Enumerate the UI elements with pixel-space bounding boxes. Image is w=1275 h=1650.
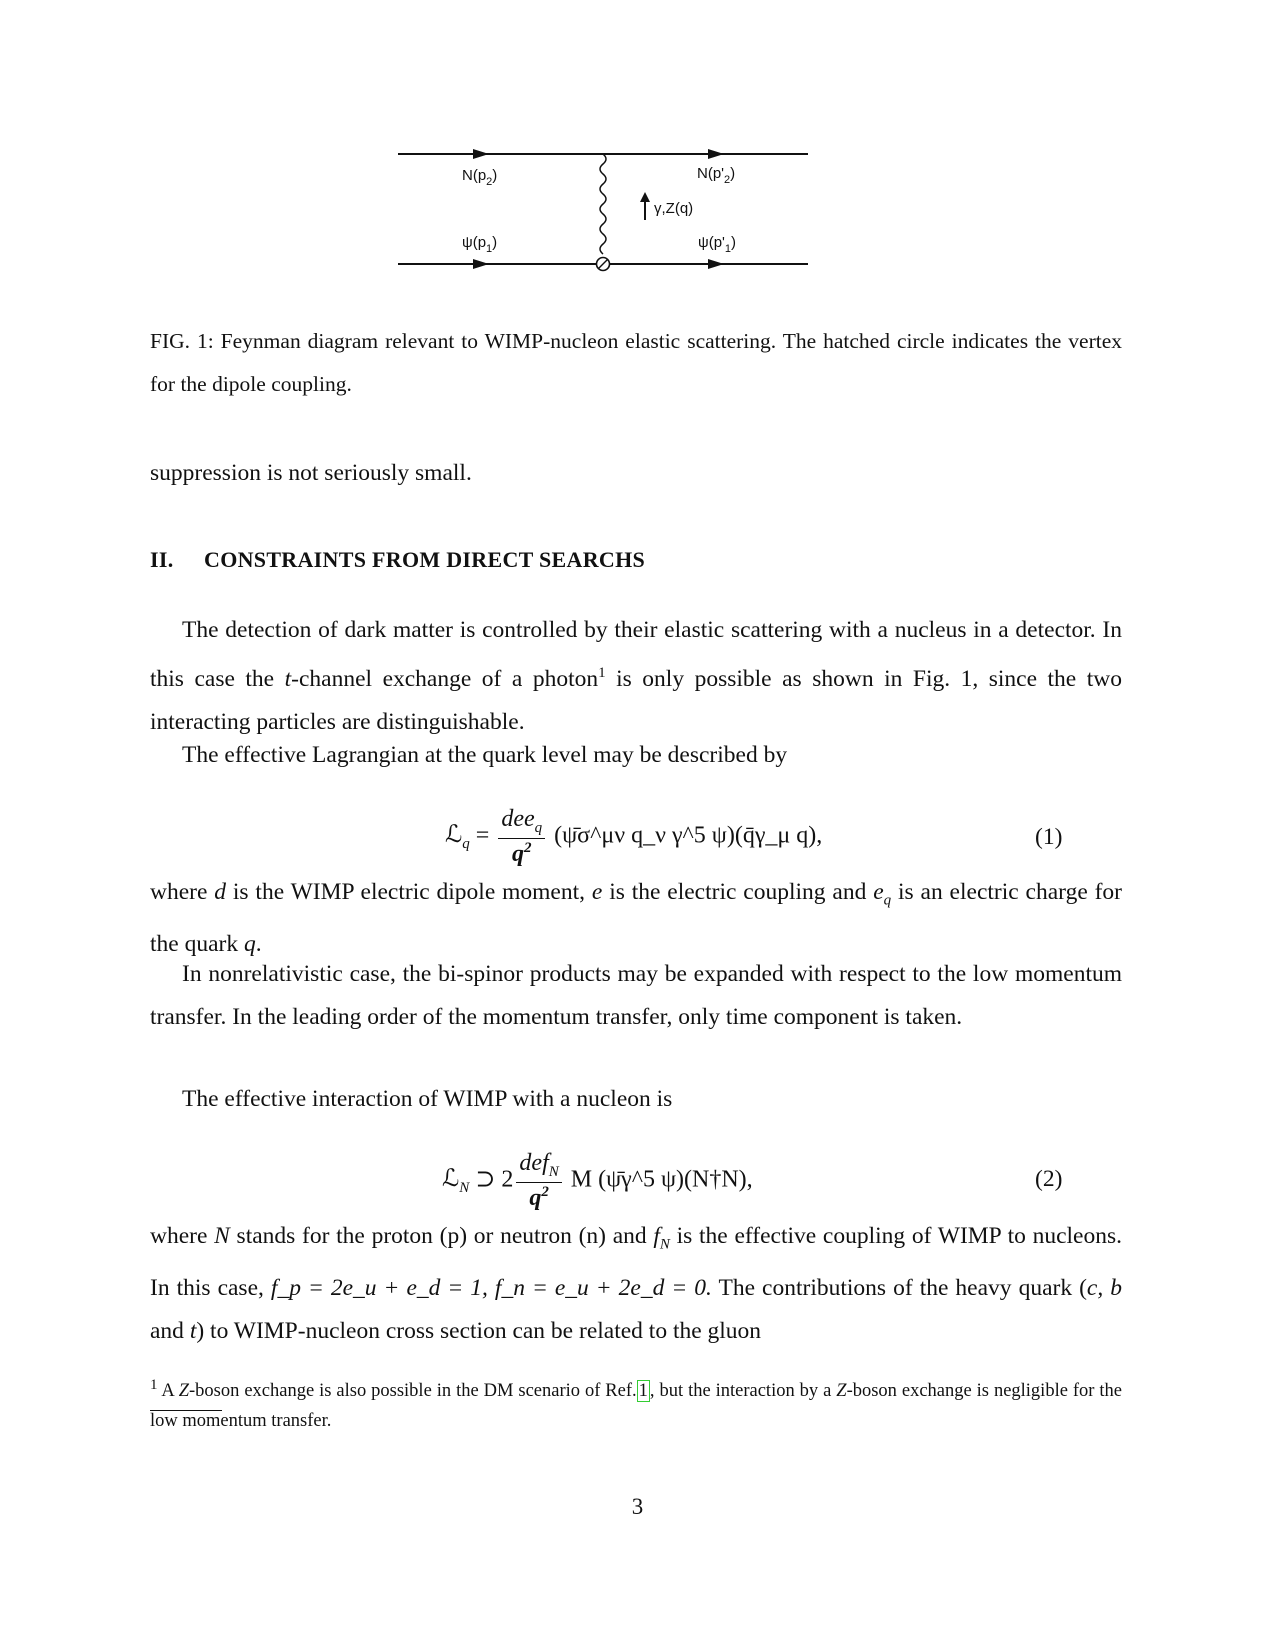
figure-caption: FIG. 1: Feynman diagram relevant to WIMP-nucleon elastic scattering. The hatched circle indicates the vertex for the dipole coupling. [150, 329, 1122, 396]
label-nucleon-out: $N(p'_2)$ [697, 165, 736, 186]
reference-link[interactable]: 1 [638, 1381, 648, 1402]
equation-1-number: (1) [1035, 824, 1063, 850]
paragraph-dipole-definitions: where d is the WIMP electric dipole moment, e is the electric coupling and $e_q$ is an electric charge for the quark q. [150, 879, 1123, 957]
section-title: CONSTRAINTS FROM DIRECT SEARCHS [204, 547, 646, 572]
footnote: $^1$ A Z-boson exchange is also possible in the DM scenario of Ref. 1 , but the interaction by a Z-boson exchange is negligible for the low momentum transfer. [150, 1377, 1122, 1432]
boson-propagator [600, 154, 606, 254]
arrow-up-icon [640, 192, 650, 202]
arrow-right-icon [708, 149, 724, 159]
arrow-right-icon [473, 259, 489, 269]
coupling-values: f_p = 2e_u + e_d = 1, f_n = e_u + 2e_d = 0. [270, 1274, 712, 1301]
eq1-rhs: (ψ̄σ^μν q_ν γ^5 ψ)(q̄γ_μ q), [554, 822, 823, 849]
carry-over-text: suppression is not seriously small. [150, 460, 472, 486]
paragraph-lagrangian-intro: The effective Lagrangian at the quark level may be described by [182, 742, 788, 768]
section-heading [150, 547, 645, 573]
arrow-right-icon [473, 149, 489, 159]
paragraph-nonrelativistic: In nonrelativistic case, the bi-spinor products may be expanded with respect to the low momentum transfer. In the leading order of the momentum transfer, only time component is taken. [150, 961, 1122, 1030]
footnote-marker[interactable]: 1 [598, 665, 606, 681]
feynman-diagram [395, 140, 815, 280]
footnote-number: 1 [150, 1377, 158, 1393]
section-number: II. [150, 547, 174, 572]
arrow-right-icon [708, 259, 724, 269]
label-wimp-in: $\psi(p_1)$ [462, 234, 498, 255]
label-nucleon-in: $N(p_2)$ [462, 167, 498, 188]
eq2-rhs: M (ψ̄γ^5 ψ)(N†N), [570, 1166, 753, 1193]
label-boson: γ,Z(q) [654, 200, 694, 217]
paragraph-nucleon-coupling: where N stands for the proton (p) or neutron (n) and $f_N$ is the effective coupling of WIMP to nucleons. In this case, f_p = 2e_u + e_d = 1, f_n = e_u + 2e_d = 0. The contributions of the heavy quark (c, b and t) to WIMP-nucleon cross section can be related to the gluon [150, 1223, 1123, 1344]
equation-1: ℒ$_q$ = $\frac{dee_q}{q^2}$ (ψ̄σ^μν q_ν γ^5 ψ)(q̄γ_μ q), [445, 806, 823, 867]
eq2-lhs: ℒ$_N$ [442, 1166, 470, 1197]
equation-2-number: (2) [1035, 1166, 1063, 1192]
eq1-fraction: $\frac{dee_q}{q^2}$ [498, 806, 545, 868]
paragraph-detection: The detection of dark matter is controlled by their elastic scattering with a nucleus in a detector. In this case the t-channel exchange of a photon$^1$ is only possible as shown in Fig. 1, since the two interacting particles are distinguishable. [150, 617, 1123, 735]
equation-2: ℒ$_N$ ⊃ 2 $\frac{def_N}{q^2}$ M (ψ̄γ^5 ψ)(N†N), [442, 1150, 753, 1211]
eq2-fraction: $\frac{def_N}{q^2}$ [516, 1150, 561, 1212]
page-number: 3 [631, 1494, 644, 1519]
eq1-lhs: ℒ$_q$ [445, 822, 470, 853]
label-wimp-out: $\psi(p'_1)$ [698, 234, 737, 255]
paragraph-effective-interaction: The effective interaction of WIMP with a nucleon is [182, 1086, 673, 1112]
